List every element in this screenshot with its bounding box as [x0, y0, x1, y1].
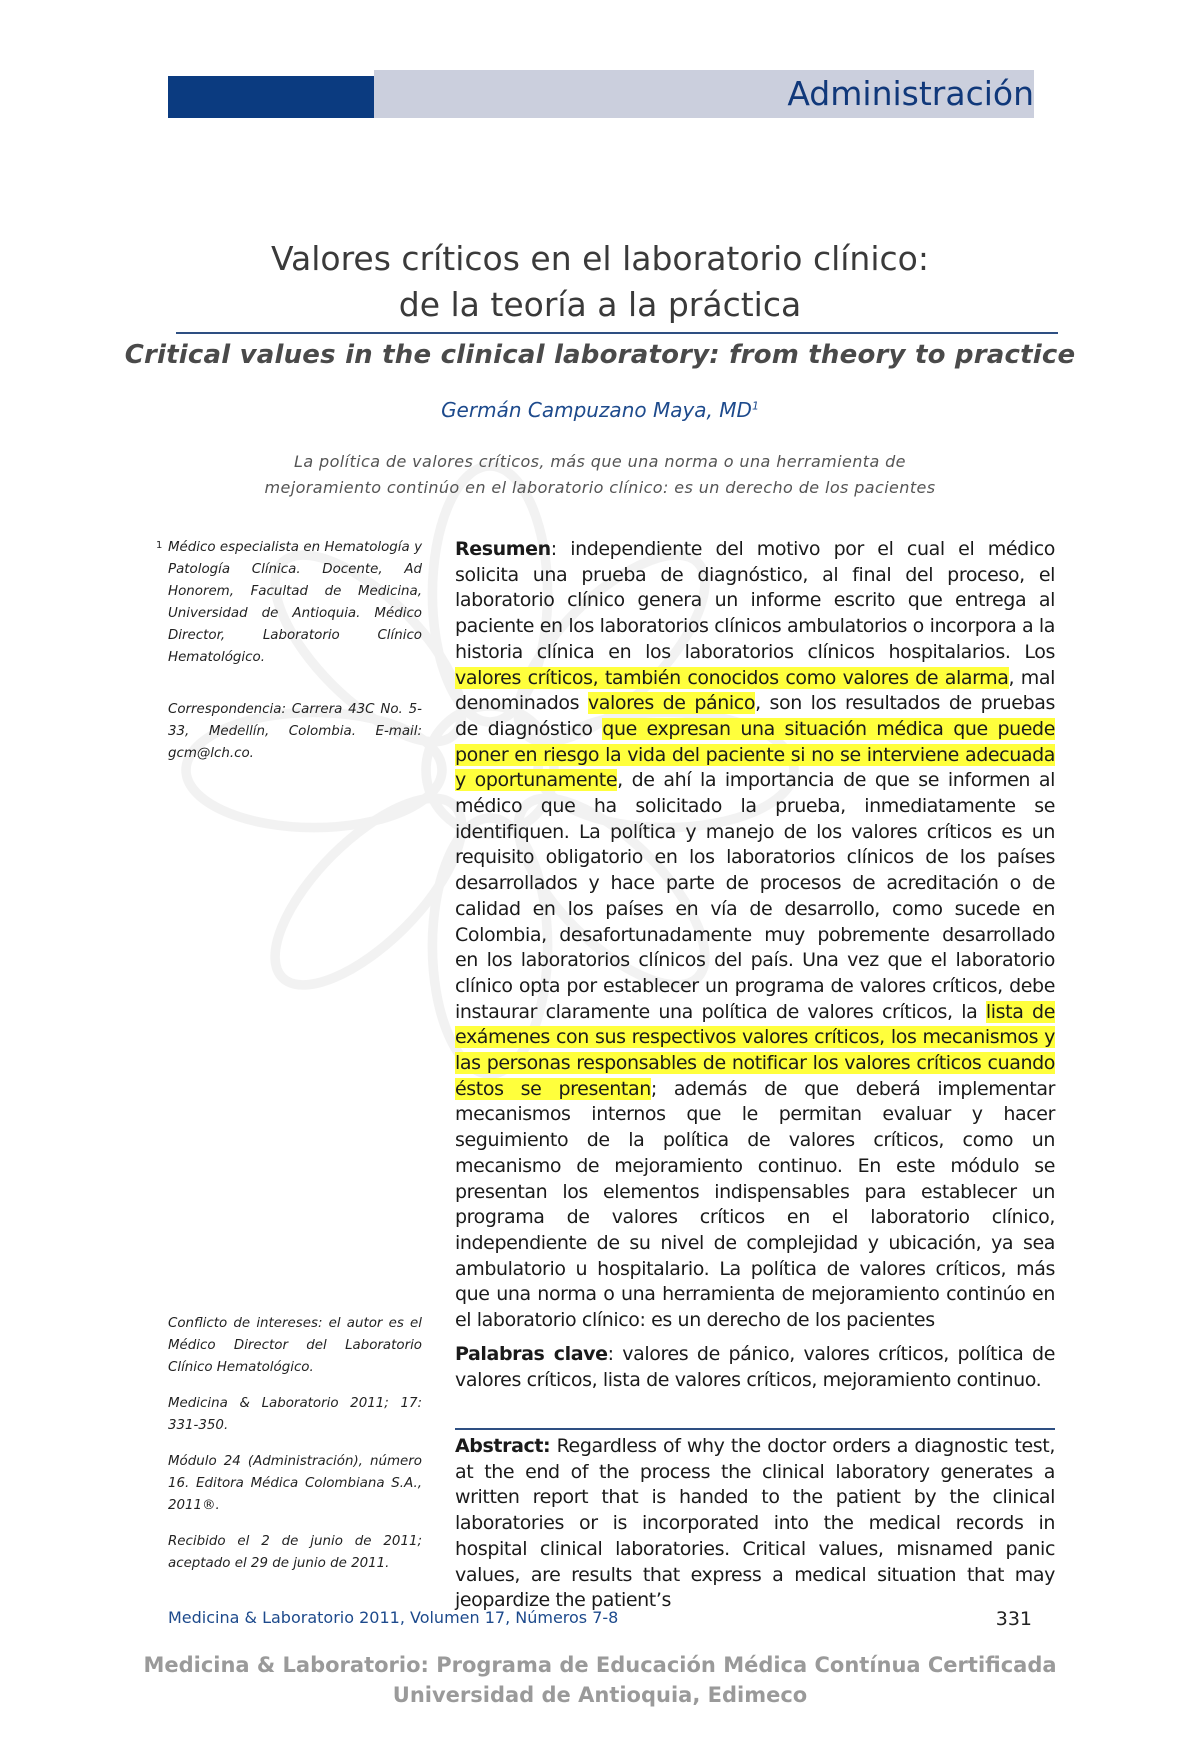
footer-program [100, 1650, 1100, 1710]
affiliation-text: Médico especialista en Hematología y Patología Clínica. Docente, Ad Honorem, Facultad de Medicina, Universidad de Antioquia. Médico Director, Laboratorio Clínico Hematológico. [168, 540, 422, 665]
highlight-panic-values: valores de pánico [587, 692, 756, 715]
abstract-divider [455, 1428, 1055, 1430]
affiliation-mark: 1 [156, 540, 163, 551]
section-title: Administración [787, 74, 1034, 113]
article-title-line1: Valores críticos en el laboratorio clínico: [271, 239, 929, 278]
abstract-paragraph [455, 1434, 1055, 1614]
abstract-text: Regardless of why the doctor orders a diagnostic test, at the end of the process the clinical laboratory generates a written report that is handed to the patient by the clinical laboratories or is incorporated into the medical records in hospital clinical laboratories. Critical values, misnamed panic values, are results that express a medical situation that may jeopardize the patient’s [455, 1435, 1055, 1612]
publication-notes [168, 1313, 422, 1589]
resumen-label: Resumen [455, 538, 551, 560]
article-title-line2: de la teoría a la práctica [398, 285, 802, 324]
epigraph-line2: mejoramiento continúo en el laboratorio clínico: es un derecho de los pacientes [264, 478, 936, 497]
conflict-of-interest: Conflicto de intereses: el autor es el Médico Director del Laboratorio Clínico Hematológico. [168, 1316, 422, 1375]
keywords-paragraph [455, 1342, 1055, 1393]
epigraph-line1: La política de valores críticos, más que una norma o una herramienta de [294, 452, 906, 471]
citation: Medicina & Laboratorio 2011; 17: 331-350. [168, 1396, 422, 1433]
author-line [120, 398, 1080, 422]
title-divider [176, 332, 1058, 334]
abstract-section [455, 1434, 1055, 1614]
keywords-text: : valores de pánico, valores críticos, política de valores críticos, lista de valores críticos, mejoramiento continuo. [455, 1343, 1055, 1391]
footer-program-line1: Medicina & Laboratorio: Programa de Educación Médica Contínua Certificada [143, 1653, 1057, 1677]
resumen-text-3: , son los resultados de pruebas de diagnóstico [455, 692, 1055, 740]
resumen-section [455, 537, 1055, 1334]
author-affiliation-mark: 1 [751, 399, 759, 413]
resumen-text-1: : independiente del motivo por el cual el médico solicita una prueba de diagnóstico, al final del proceso, el laboratorio clínico genera un informe escrito que entrega al paciente en los laboratorios clínicos ambulatorios o incorpora a la historia clínica en los laboratorios clínicos hospitalarios. Los [455, 538, 1055, 663]
affiliation-note [156, 537, 422, 669]
abstract-label: Abstract: [455, 1435, 551, 1457]
epigraph [160, 449, 1040, 501]
highlight-definition: que expresan una situación médica que puede poner en riesgo la vida del paciente si no se interviene adecuada y oportunamente [455, 717, 1055, 792]
article-title [120, 236, 1080, 328]
correspondence-note [168, 699, 422, 765]
module-info: Módulo 24 (Administración), número 16. Editora Médica Colombiana S.A., 2011®. [168, 1454, 422, 1513]
resumen-text-5: ; además de que deberá implementar mecanismos internos que le permitan evaluar y hacer seguimiento de la política de valores críticos, como un mecanismo de mejoramiento continuo. En este módulo se presentan los elementos indispensables para establecer un programa de valores críticos en el laboratorio clínico, independiente de su nivel de complejidad y ubicación, ya sea ambulatorio u hospitalario. La política de valores críticos, más que una norma o una herramienta de mejoramiento continúo en el laboratorio clínico: es un derecho de los pacientes [455, 1077, 1055, 1332]
footer-journal: Medicina & Laboratorio 2011, Volumen 17, Números 7-8 [168, 1608, 619, 1627]
highlight-critical-values: valores críticos, también conocidos como valores de alarma [455, 666, 1009, 689]
keywords-section [455, 1342, 1055, 1393]
english-title: Critical values in the clinical laboratory: from theory to practice [124, 340, 1076, 370]
resumen-text-2: , mal denominados [455, 666, 1056, 715]
keywords-label: Palabras clave [455, 1343, 608, 1365]
footer-program-line2: Universidad de Antioquia, Edimeco [392, 1683, 808, 1707]
author-name: Germán Campuzano Maya, MD [441, 398, 752, 422]
header-accent-block [168, 76, 374, 118]
page-number: 331 [995, 1608, 1032, 1630]
correspondence-text: Correspondencia: Carrera 43C No. 5-33, Medellín, Colombia. E-mail: gcm@lch.co. [168, 702, 422, 761]
resumen-text-4: , de ahí la importancia de que se informen al médico que ha solicitado la prueba, inmediatamente se identifiquen. La política y manejo de los valores críticos es un requisito obligatorio en los laboratorios clínicos de los países desarrollados y hace parte de procesos de acreditación o de calidad en los países en vía de desarrollo, como sucede en Colombia, desafortunadamente muy pobremente desarrollado en los laboratorios clínicos del país. Una vez que el laboratorio clínico opta por establecer un programa de valores críticos, debe instaurar claramente una política de valores críticos, la [455, 769, 1055, 1023]
received-dates: Recibido el 2 de junio de 2011; aceptado el 29 de junio de 2011. [168, 1534, 422, 1571]
highlight-exam-list: lista de exámenes con sus respectivos valores críticos, los mecanismos y las personas responsables de notificar los valores críticos cuando éstos se presentan [455, 1000, 1055, 1100]
resumen-paragraph [455, 537, 1055, 1334]
